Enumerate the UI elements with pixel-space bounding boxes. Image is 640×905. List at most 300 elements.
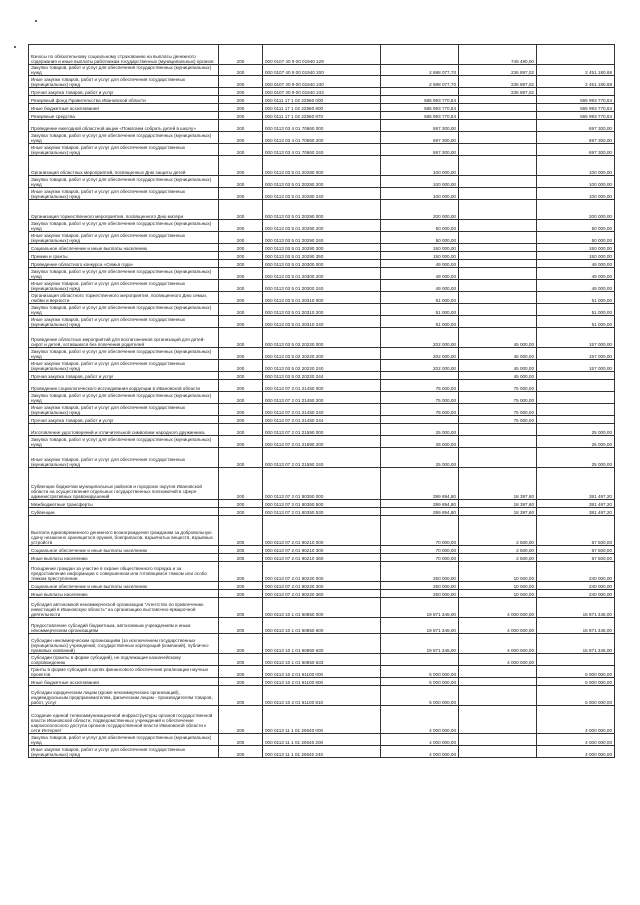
budget-execution-table: [28, 44, 615, 758]
row-code: 200: [219, 96, 263, 104]
row-kbk: 000 0113 03 5 01 20290 300: [263, 244, 381, 252]
row-kbk: 000 0107 40 9 00 01940 240: [263, 76, 381, 88]
row-name: Субсидия автономной некоммерческой организации "Агентство по привлечению инвестиций в Ивановскую область" на организацию выставочно-ярмарочной деятельности: [29, 598, 219, 618]
row-code: 200: [219, 280, 263, 292]
row-exec: [459, 706, 537, 734]
row-rest: 200 000,00: [537, 200, 615, 220]
table-row: [29, 424, 615, 436]
row-name: Премии и гранты: [29, 252, 219, 260]
row-kbk: 000 0113 10 1 01 60850 630: [263, 634, 381, 654]
table-row: [29, 176, 615, 188]
row-plan: 19 871 345,00: [381, 618, 459, 634]
row-rest: [537, 45, 615, 65]
row-name: Закупка товаров, работ и услуг для обеспечения государственных (муниципальных) нужд: [29, 348, 219, 360]
row-plan: 250 000,00: [381, 590, 459, 598]
row-code: 200: [219, 546, 263, 554]
row-code: 200: [219, 554, 263, 562]
row-rest: 25 000,00: [537, 436, 615, 448]
row-plan: 75 000,00: [381, 404, 459, 416]
row-code: 200: [219, 45, 263, 65]
row-name: Иные закупки товаров, работ и услуг для обеспечения государственных (муниципальных) нужд: [29, 746, 219, 758]
row-rest: 49 000,00: [537, 280, 615, 292]
row-plan: 100 000,00: [381, 176, 459, 188]
row-exec: 236 897,02: [459, 76, 537, 88]
table-row: [29, 96, 615, 104]
row-plan: 150 000,00: [381, 244, 459, 252]
row-rest: [537, 380, 615, 392]
row-exec: 2 500,00: [459, 554, 537, 562]
row-name: Субсидии юридическим лицам (кроме некоммерческих организаций), индивидуальным предпринимателям, физическим лицам - производителям товаров, работ, услуг: [29, 686, 219, 706]
row-plan: [381, 45, 459, 65]
row-rest: 157 000,00: [537, 360, 615, 372]
row-exec: [459, 232, 537, 244]
row-plan: 250 000,00: [381, 562, 459, 582]
row-code: 200: [219, 260, 263, 268]
row-rest: 100 000,00: [537, 188, 615, 200]
row-name: Прочая закупка товаров, работ и услуг: [29, 372, 219, 380]
row-code: 200: [219, 65, 263, 76]
row-rest: 100 000,00: [537, 156, 615, 176]
row-exec: [459, 260, 537, 268]
scan-speck-left: [14, 46, 16, 48]
row-kbk: 000 0113 03 4 01 70660 000: [263, 120, 381, 132]
row-exec: [459, 436, 537, 448]
row-name: Социальное обеспечение и иные выплаты населению: [29, 244, 219, 252]
row-name: Выплата единовременного денежного вознаграждения гражданам за добровольную сдачу незаконно хранящегося оружия, боеприпасов, взрывчатых веществ, взрывных устройств: [29, 516, 219, 546]
row-name: Иные закупки товаров, работ и услуг для обеспечения государственных (муниципальных) нужд: [29, 144, 219, 156]
row-plan: 4 000 000,00: [381, 706, 459, 734]
row-plan: 5 000 000,00: [381, 678, 459, 686]
row-name: Закупка товаров, работ и услуг для обеспечения государственных (муниципальных) нужд: [29, 65, 219, 76]
row-code: 200: [219, 328, 263, 348]
row-name: Закупка товаров, работ и услуг для обеспечения государственных (муниципальных) нужд: [29, 268, 219, 280]
row-plan: 50 000,00: [381, 232, 459, 244]
row-exec: 4 000 000,00: [459, 634, 537, 654]
table-row: [29, 360, 615, 372]
row-code: 200: [219, 746, 263, 758]
row-plan: 70 000,00: [381, 554, 459, 562]
row-name: Иные закупки товаров, работ и услуг для обеспечения государственных (муниципальных) нужд: [29, 280, 219, 292]
row-code: 200: [219, 468, 263, 500]
row-code: 200: [219, 416, 263, 424]
row-kbk: 000 0113 07 2 01 21590 240: [263, 448, 381, 468]
row-code: 200: [219, 348, 263, 360]
row-exec: 4 000 000,00: [459, 598, 537, 618]
row-rest: 50 000,00: [537, 220, 615, 232]
row-code: 200: [219, 156, 263, 176]
row-rest: 5 000 000,00: [537, 666, 615, 678]
row-kbk: 000 0113 03 5 02 20220 000: [263, 328, 381, 348]
row-rest: 240 000,00: [537, 582, 615, 590]
row-plan: 49 000,00: [381, 260, 459, 268]
row-rest: 2 451 180,68: [537, 76, 615, 88]
table-row: [29, 144, 615, 156]
row-exec: 75 000,00: [459, 404, 537, 416]
row-plan: 5 000 000,00: [381, 686, 459, 706]
row-name: Организация торжественного мероприятия, посвященного Дню матери: [29, 200, 219, 220]
row-exec: 18 397,60: [459, 508, 537, 516]
row-code: 200: [219, 516, 263, 546]
table-row: [29, 268, 615, 280]
row-code: 200: [219, 252, 263, 260]
table-row: [29, 500, 615, 508]
row-name: Иные закупки товаров, работ и услуг для обеспечения государственных (муниципальных) нужд: [29, 188, 219, 200]
row-kbk: 000 0113 07 2 01 90210 000: [263, 516, 381, 546]
row-rest: 5 000 000,00: [537, 686, 615, 706]
row-rest: 697 300,00: [537, 120, 615, 132]
row-kbk: 000 0113 03 5 01 20300 000: [263, 260, 381, 268]
row-rest: 100 000,00: [537, 176, 615, 188]
row-rest: 67 500,00: [537, 516, 615, 546]
row-name: Субвенции бюджетам муниципальных районов и городских округов Ивановской области на осуществление отдельных государственных полномочий в сфере административных правонарушений: [29, 468, 219, 500]
row-exec: [459, 144, 537, 156]
row-kbk: 000 0111 17 1 02 22960 800: [263, 104, 381, 112]
row-name: Субвенции: [29, 508, 219, 516]
row-plan: 202 000,00: [381, 328, 459, 348]
table-row: [29, 232, 615, 244]
row-plan: 51 000,00: [381, 316, 459, 328]
row-exec: 45 000,00: [459, 348, 537, 360]
row-kbk: 000 0113 03 5 01 20280 200: [263, 176, 381, 188]
row-exec: [459, 448, 537, 468]
row-plan: 4 000 000,00: [381, 746, 459, 758]
row-exec: [459, 292, 537, 304]
row-exec: 10 000,00: [459, 582, 537, 590]
row-kbk: 000 0113 07 2 01 90220 360: [263, 590, 381, 598]
row-plan: 200 000,00: [381, 200, 459, 220]
row-exec: [459, 316, 537, 328]
row-code: 200: [219, 590, 263, 598]
row-kbk: 000 0113 03 5 02 20220 244: [263, 372, 381, 380]
table-row: [29, 260, 615, 268]
row-code: 200: [219, 678, 263, 686]
row-kbk: 000 0113 11 1 01 20640 240: [263, 746, 381, 758]
row-rest: 565 993 770,84: [537, 112, 615, 120]
table-row: [29, 554, 615, 562]
row-plan: 75 000,00: [381, 392, 459, 404]
row-kbk: 000 0113 03 5 01 20290 350: [263, 252, 381, 260]
row-name: Социальное обеспечение и иные выплаты населению: [29, 582, 219, 590]
row-exec: 45 000,00: [459, 328, 537, 348]
table-row: [29, 562, 615, 582]
row-exec: [459, 132, 537, 144]
row-rest: 697 300,00: [537, 144, 615, 156]
row-plan: 565 993 770,84: [381, 104, 459, 112]
row-rest: [537, 88, 615, 96]
row-plan: 697 300,00: [381, 132, 459, 144]
row-exec: 4 000 000,00: [459, 618, 537, 634]
row-exec: [459, 112, 537, 120]
row-kbk: 000 0113 10 1 01 60850 600: [263, 618, 381, 634]
row-plan: 202 000,00: [381, 360, 459, 372]
row-exec: [459, 188, 537, 200]
table-row: [29, 316, 615, 328]
row-name: Субсидии некоммерческим организациям (за исключением государственных (муниципальных) учреждений, государственных корпораций (компаний), публично-правовых компаний): [29, 634, 219, 654]
table-row: [29, 280, 615, 292]
row-rest: 5 000 000,00: [537, 678, 615, 686]
row-kbk: 000 0113 03 5 01 20310 200: [263, 304, 381, 316]
row-name: Прочая закупка товаров, работ и услуг: [29, 416, 219, 424]
row-plan: 399 894,80: [381, 500, 459, 508]
table-row: [29, 328, 615, 348]
row-plan: 19 871 345,00: [381, 634, 459, 654]
row-exec: 75 000,00: [459, 380, 537, 392]
row-kbk: 000 0113 03 5 01 20310 240: [263, 316, 381, 328]
row-name: Иные закупки товаров, работ и услуг для обеспечения государственных (муниципальных) нужд: [29, 232, 219, 244]
row-exec: 2 500,00: [459, 546, 537, 554]
row-code: 200: [219, 292, 263, 304]
table-row: [29, 292, 615, 304]
row-exec: [459, 304, 537, 316]
table-row: [29, 200, 615, 220]
row-name: Закупка товаров, работ и услуг для обеспечения государственных (муниципальных) нужд: [29, 436, 219, 448]
row-plan: 202 000,00: [381, 348, 459, 360]
row-rest: 4 000 000,00: [537, 746, 615, 758]
row-code: 200: [219, 316, 263, 328]
table-row: [29, 156, 615, 176]
row-name: Поощрение граждан за участие в охране общественного порядка и за предоставление информации о совершенном или готовящемся тяжком или особо тяжком преступлении: [29, 562, 219, 582]
table-row: [29, 448, 615, 468]
row-kbk: 000 0113 03 5 01 20280 000: [263, 156, 381, 176]
row-name: Гранты в форме субсидий в целях финансового обеспечения реализации научных проектов: [29, 666, 219, 678]
row-plan: 697 300,00: [381, 144, 459, 156]
row-code: 200: [219, 244, 263, 252]
row-kbk: 000 0113 10 1 01 60850 000: [263, 598, 381, 618]
row-kbk: 000 0113 03 5 01 20290 200: [263, 220, 381, 232]
table-row: [29, 348, 615, 360]
row-name: Закупка товаров, работ и услуг для обеспечения государственных (муниципальных) нужд: [29, 304, 219, 316]
table-row: [29, 76, 615, 88]
row-kbk: 000 0107 40 9 00 01940 129: [263, 45, 381, 65]
row-name: Иные закупки товаров, работ и услуг для обеспечения государственных (муниципальных) нужд: [29, 360, 219, 372]
row-plan: 70 000,00: [381, 516, 459, 546]
row-name: Изготовление удостоверений и отличительной символики народного дружинника: [29, 424, 219, 436]
row-exec: [459, 678, 537, 686]
row-kbk: 000 0113 07 2 01 90220 300: [263, 582, 381, 590]
row-rest: 2 451 180,68: [537, 65, 615, 76]
row-kbk: 000 0113 03 4 01 70660 200: [263, 132, 381, 144]
row-kbk: 000 0111 17 1 02 22960 000: [263, 96, 381, 104]
row-rest: 51 000,00: [537, 304, 615, 316]
row-name: Закупка товаров, работ и услуг для обеспечения государственных (муниципальных) нужд: [29, 734, 219, 746]
row-name: Проведение ежегодной областной акции «Помогаем собрать детей в школу»: [29, 120, 219, 132]
table-row: [29, 65, 615, 76]
table-row: [29, 654, 615, 666]
row-exec: [459, 156, 537, 176]
row-code: 200: [219, 104, 263, 112]
row-exec: 2 500,00: [459, 516, 537, 546]
row-code: 200: [219, 144, 263, 156]
table-row: [29, 104, 615, 112]
row-code: 200: [219, 666, 263, 678]
row-name: Проведение областного конкурса «Семья года»: [29, 260, 219, 268]
row-code: 200: [219, 360, 263, 372]
table-row: [29, 634, 615, 654]
row-exec: 10 000,00: [459, 562, 537, 582]
row-exec: [459, 280, 537, 292]
row-code: 200: [219, 200, 263, 220]
row-kbk: 000 0113 07 2 01 21450 200: [263, 392, 381, 404]
row-code: 200: [219, 268, 263, 280]
row-code: 200: [219, 706, 263, 734]
table-row: [29, 546, 615, 554]
table-row: [29, 678, 615, 686]
row-code: 200: [219, 734, 263, 746]
row-exec: 236 897,02: [459, 88, 537, 96]
row-exec: [459, 424, 537, 436]
row-plan: 25 000,00: [381, 436, 459, 448]
table-row: [29, 508, 615, 516]
row-code: 200: [219, 500, 263, 508]
table-row: [29, 392, 615, 404]
row-exec: 4 000 000,00: [459, 654, 537, 666]
row-exec: [459, 666, 537, 678]
table-row: [29, 244, 615, 252]
row-rest: [537, 404, 615, 416]
table-row: [29, 686, 615, 706]
row-kbk: 000 0107 40 9 00 01940 200: [263, 65, 381, 76]
table-row: [29, 188, 615, 200]
table-row: [29, 436, 615, 448]
row-rest: 381 497,20: [537, 500, 615, 508]
row-kbk: 000 0111 17 1 02 22960 870: [263, 112, 381, 120]
row-code: 200: [219, 88, 263, 96]
row-code: 200: [219, 598, 263, 618]
row-name: Прочая закупка товаров, работ и услуг: [29, 88, 219, 96]
table-row: [29, 706, 615, 734]
row-exec: [459, 686, 537, 706]
row-code: 200: [219, 304, 263, 316]
row-rest: 25 000,00: [537, 448, 615, 468]
table-row: [29, 380, 615, 392]
row-name: Закупка товаров, работ и услуг для обеспечения государственных (муниципальных) нужд: [29, 392, 219, 404]
row-rest: 15 871 345,00: [537, 618, 615, 634]
row-name: Иные выплаты населению: [29, 590, 219, 598]
row-kbk: 000 0113 10 2 01 61100 000: [263, 666, 381, 678]
row-name: Организация областных мероприятий, посвященных Дню защиты детей: [29, 156, 219, 176]
row-plan: 100 000,00: [381, 156, 459, 176]
row-plan: [381, 88, 459, 96]
row-plan: 49 000,00: [381, 268, 459, 280]
row-rest: 49 000,00: [537, 268, 615, 280]
row-plan: 250 000,00: [381, 582, 459, 590]
row-exec: [459, 104, 537, 112]
row-code: 200: [219, 618, 263, 634]
row-name: Проведение социологического исследования коррупции в Ивановской области: [29, 380, 219, 392]
row-kbk: 000 0113 07 2 01 90220 000: [263, 562, 381, 582]
row-plan: 565 993 770,84: [381, 96, 459, 104]
row-code: 200: [219, 392, 263, 404]
table-row: [29, 590, 615, 598]
row-plan: 697 300,00: [381, 120, 459, 132]
row-exec: 18 397,60: [459, 468, 537, 500]
table-row: [29, 45, 615, 65]
row-exec: 45 000,00: [459, 360, 537, 372]
row-name: Закупка товаров, работ и услуг для обеспечения государственных (муниципальных) нужд: [29, 220, 219, 232]
row-plan: 399 894,80: [381, 468, 459, 500]
row-rest: 25 000,00: [537, 424, 615, 436]
row-kbk: 000 0113 03 5 01 20310 000: [263, 292, 381, 304]
row-exec: 236 897,02: [459, 65, 537, 76]
table-row: [29, 666, 615, 678]
row-plan: 70 000,00: [381, 546, 459, 554]
row-code: 200: [219, 220, 263, 232]
row-name: Закупка товаров, работ и услуг для обеспечения государственных (муниципальных) нужд: [29, 176, 219, 188]
row-rest: 240 000,00: [537, 562, 615, 582]
row-code: 200: [219, 232, 263, 244]
row-name: Социальное обеспечение и иные выплаты населению: [29, 546, 219, 554]
row-plan: 51 000,00: [381, 292, 459, 304]
row-kbk: 000 0113 03 5 01 20290 000: [263, 200, 381, 220]
row-name: Субсидии (гранты в форме субсидий), не подлежащие казначейскому сопровождению: [29, 654, 219, 666]
row-exec: [459, 96, 537, 104]
row-kbk: 000 0113 03 5 02 20220 200: [263, 348, 381, 360]
row-kbk: 000 0113 10 2 01 61100 810: [263, 686, 381, 706]
row-kbk: 000 0113 03 4 01 70660 240: [263, 144, 381, 156]
row-code: 200: [219, 654, 263, 666]
row-rest: 67 500,00: [537, 554, 615, 562]
row-rest: 51 000,00: [537, 292, 615, 304]
table-row: [29, 304, 615, 316]
row-exec: [459, 252, 537, 260]
row-code: 200: [219, 686, 263, 706]
row-kbk: 000 0113 07 2 01 90210 300: [263, 546, 381, 554]
row-name: Закупка товаров, работ и услуг для обеспечения государственных (муниципальных) нужд: [29, 132, 219, 144]
table-row: [29, 404, 615, 416]
row-rest: 565 993 770,84: [537, 96, 615, 104]
row-plan: 49 000,00: [381, 280, 459, 292]
row-exec: [459, 244, 537, 252]
row-plan: 100 000,00: [381, 188, 459, 200]
row-kbk: 000 0113 03 5 01 20300 200: [263, 268, 381, 280]
table-row: [29, 516, 615, 546]
row-kbk: 000 0113 07 2 01 80350 000: [263, 468, 381, 500]
row-kbk: 000 0113 03 5 01 20280 240: [263, 188, 381, 200]
row-code: 200: [219, 176, 263, 188]
row-plan: 150 000,00: [381, 252, 459, 260]
row-kbk: 000 0113 11 1 01 20640 200: [263, 734, 381, 746]
row-exec: 18 397,60: [459, 500, 537, 508]
table-row: [29, 252, 615, 260]
table-row: [29, 734, 615, 746]
table-row: [29, 416, 615, 424]
row-rest: 381 497,20: [537, 468, 615, 500]
row-rest: [537, 392, 615, 404]
row-rest: 157 000,00: [537, 328, 615, 348]
row-name: Организация областного торжественного мероприятия, посвященного Дню семьи, любви и верности: [29, 292, 219, 304]
row-rest: 4 000 000,00: [537, 706, 615, 734]
row-code: 200: [219, 112, 263, 120]
row-exec: 75 000,00: [459, 392, 537, 404]
row-exec: [459, 220, 537, 232]
row-name: Иные выплаты населению: [29, 554, 219, 562]
table-row: [29, 220, 615, 232]
row-kbk: 000 0113 07 2 01 21590 000: [263, 424, 381, 436]
table-row: [29, 132, 615, 144]
row-name: Проведение областных мероприятий для воспитанников организаций для детей-сирот и детей, оставшихся без попечения родителей: [29, 328, 219, 348]
row-name: Предоставление субсидий бюджетным, автономным учреждениям и иным некоммерческим организациям: [29, 618, 219, 634]
row-exec: [459, 200, 537, 220]
row-name: Иные закупки товаров, работ и услуг для обеспечения государственных (муниципальных) нужд: [29, 404, 219, 416]
row-plan: 25 000,00: [381, 448, 459, 468]
row-code: 200: [219, 132, 263, 144]
row-kbk: 000 0113 07 2 01 21450 240: [263, 404, 381, 416]
row-kbk: 000 0113 07 2 01 21450 000: [263, 380, 381, 392]
row-plan: 565 993 770,84: [381, 112, 459, 120]
row-plan: 2 688 077,70: [381, 76, 459, 88]
row-rest: [537, 372, 615, 380]
row-rest: 150 000,00: [537, 252, 615, 260]
